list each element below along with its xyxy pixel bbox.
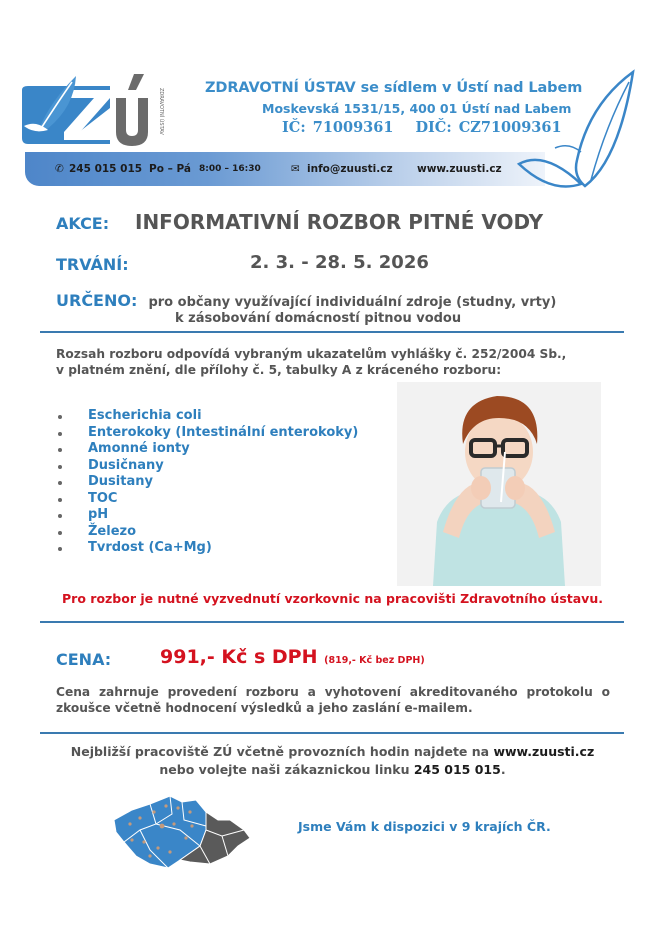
divider	[40, 732, 624, 734]
list-item: Dusitany	[56, 474, 358, 491]
target-audience-line2: k zásobování domácností pitnou vodou	[175, 311, 462, 326]
bullet-icon	[58, 465, 62, 469]
list-item: pH	[56, 507, 358, 524]
list-item: Amonné ionty	[56, 441, 358, 458]
list-item: TOC	[56, 491, 358, 508]
bullet-icon	[58, 481, 62, 485]
footer-contact-text: Nejbližší pracoviště ZÚ včetně provozních hodin najdete na www.zuusti.cz nebo volejte naši zákaznickou linku 245 015 015.	[70, 744, 595, 777]
list-item: Železo	[56, 524, 358, 541]
letterhead	[0, 60, 665, 190]
contact-web[interactable]: www.zuusti.cz	[417, 163, 502, 175]
parameter-list	[56, 408, 358, 557]
bullet-icon	[58, 448, 62, 452]
target-audience-line1: pro občany využívající individuální zdroje (studny, vrty)	[148, 295, 557, 310]
dic-number: DIČ: CZ71009361	[415, 119, 562, 136]
envelope-icon: ✉	[291, 163, 300, 175]
bullet-icon	[58, 514, 62, 518]
analysis-scope-text: Rozsah rozboru odpovídá vybraným ukazatelům vyhlášky č. 252/2004 Sb., v platném znění, dle přílohy č. 5, tabulky A z kráceného rozboru:	[56, 347, 567, 377]
contact-phone[interactable]: 245 015 015	[69, 163, 143, 175]
urceno-label: URČENO:	[56, 291, 138, 310]
price-with-vat: 991,- Kč s DPH	[160, 646, 318, 668]
phone-icon: ✆	[55, 163, 64, 175]
list-item: Enterokoky (Intestinální enterokoky)	[56, 425, 358, 442]
contact-bar	[25, 152, 545, 186]
ic-number: IČ: 71009361	[282, 119, 394, 136]
zu-logo	[18, 68, 183, 146]
price-without-vat: (819,- Kč bez DPH)	[324, 655, 425, 666]
divider	[40, 621, 624, 623]
contact-email[interactable]: info@zuusti.cz	[307, 163, 393, 175]
czech-regions-map-icon	[110, 790, 260, 870]
leaf-decoration-icon	[515, 68, 640, 190]
bullet-icon	[58, 432, 62, 436]
akce-label: AKCE:	[56, 214, 110, 233]
customer-line-phone[interactable]: 245 015 015	[413, 762, 501, 777]
cena-label: CENA:	[56, 650, 112, 669]
divider	[40, 331, 624, 333]
organization-name: ZDRAVOTNÍ ÚSTAV se sídlem v Ústí nad Labem	[205, 80, 583, 96]
bullet-icon	[58, 547, 62, 551]
price-description: Cena zahrnuje provedení rozboru a vyhotovení akreditovaného protokolu o zkoušce včetně hodnocení výsledků a jeho zaslání e-mailem.	[56, 685, 610, 715]
list-item: Tvrdost (Ca+Mg)	[56, 540, 358, 557]
bullet-icon	[58, 531, 62, 535]
event-title: INFORMATIVNÍ ROZBOR PITNÉ VODY	[135, 210, 544, 234]
svg-text:ZDRAVOTNÍ ÚSTAV: ZDRAVOTNÍ ÚSTAV	[158, 88, 164, 135]
office-hours: 8:00 – 16:30	[199, 164, 261, 174]
event-duration: 2. 3. - 28. 5. 2026	[250, 252, 429, 273]
organization-address: Moskevská 1531/15, 400 01 Ústí nad Labem	[262, 101, 572, 116]
urceno-row	[56, 291, 556, 310]
sample-container-notice: Pro rozbor je nutné vyzvednutí vzorkovnic na pracovišti Zdravotního ústavu.	[62, 591, 603, 606]
child-drinking-water-photo	[397, 382, 601, 586]
bullet-icon	[58, 498, 62, 502]
trvani-label: TRVÁNÍ:	[56, 255, 129, 274]
list-item: Dusičnany	[56, 458, 358, 475]
bullet-icon	[58, 415, 62, 419]
regions-availability-text: Jsme Vám k dispozici v 9 krajích ČR.	[298, 819, 551, 834]
price	[160, 646, 425, 668]
office-hours-label: Po – Pá	[149, 163, 191, 175]
list-item: Escherichia coli	[56, 408, 358, 425]
website-link[interactable]: www.zuusti.cz	[493, 744, 595, 759]
